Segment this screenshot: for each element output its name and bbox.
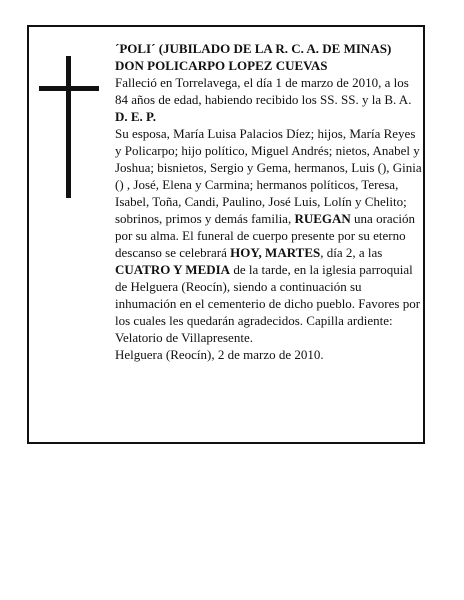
place-date: Helguera (Reocín), 2 de marzo de 2010.	[115, 347, 324, 362]
family-list: Su esposa, María Luisa Palacios Díez; hijos, María Reyes y Policarpo; hijo político, Miguel Andrés; nietos, Anabel y Joshua; bisnietos, Sergio y Gema, hermanos, Luis (), Ginia () , José, Elena y Carmina; hermanos políticos, Teresa, Isabel, Toña, Candi, Paulino, José Luis, Lolín y Chelito; sobrinos, primos y demás familia,	[115, 126, 422, 226]
ruegan-word: RUEGAN	[294, 211, 351, 226]
cross-vertical-bar	[66, 56, 71, 198]
notice-text	[115, 40, 425, 363]
cross-horizontal-bar	[39, 86, 99, 91]
family-paragraph	[115, 125, 425, 346]
funeral-text-3: de la tarde, en la iglesia parroquial de Helguera (Reocín), siendo a continuación su inhumación en el cementerio de dicho pueblo. Favores por los cuales les quedarán agradecidos. Capilla ardiente: Velatorio de Villapresente.	[115, 262, 421, 345]
funeral-text-2: , día 2, a las	[320, 245, 383, 260]
deceased-name: DON POLICARPO LOPEZ CUEVAS	[115, 58, 328, 73]
obituary-notice	[27, 25, 425, 444]
funeral-text-1: una oración por su alma. El funeral de cuerpo presente por su eterno descanso se celebrará	[115, 211, 416, 260]
death-paragraph: Falleció en Torrelavega, el día 1 de marzo de 2010, a los 84 años de edad, habiendo recibido los SS. SS. y la B. A.	[115, 75, 412, 107]
funeral-day: HOY, MARTES	[230, 245, 321, 260]
header-nickname: ´POLI´ (JUBILADO DE LA R. C. A. DE MINAS)	[115, 41, 392, 56]
dep-line: D. E. P.	[115, 109, 157, 124]
funeral-hour: CUATRO Y MEDIA	[115, 262, 231, 277]
